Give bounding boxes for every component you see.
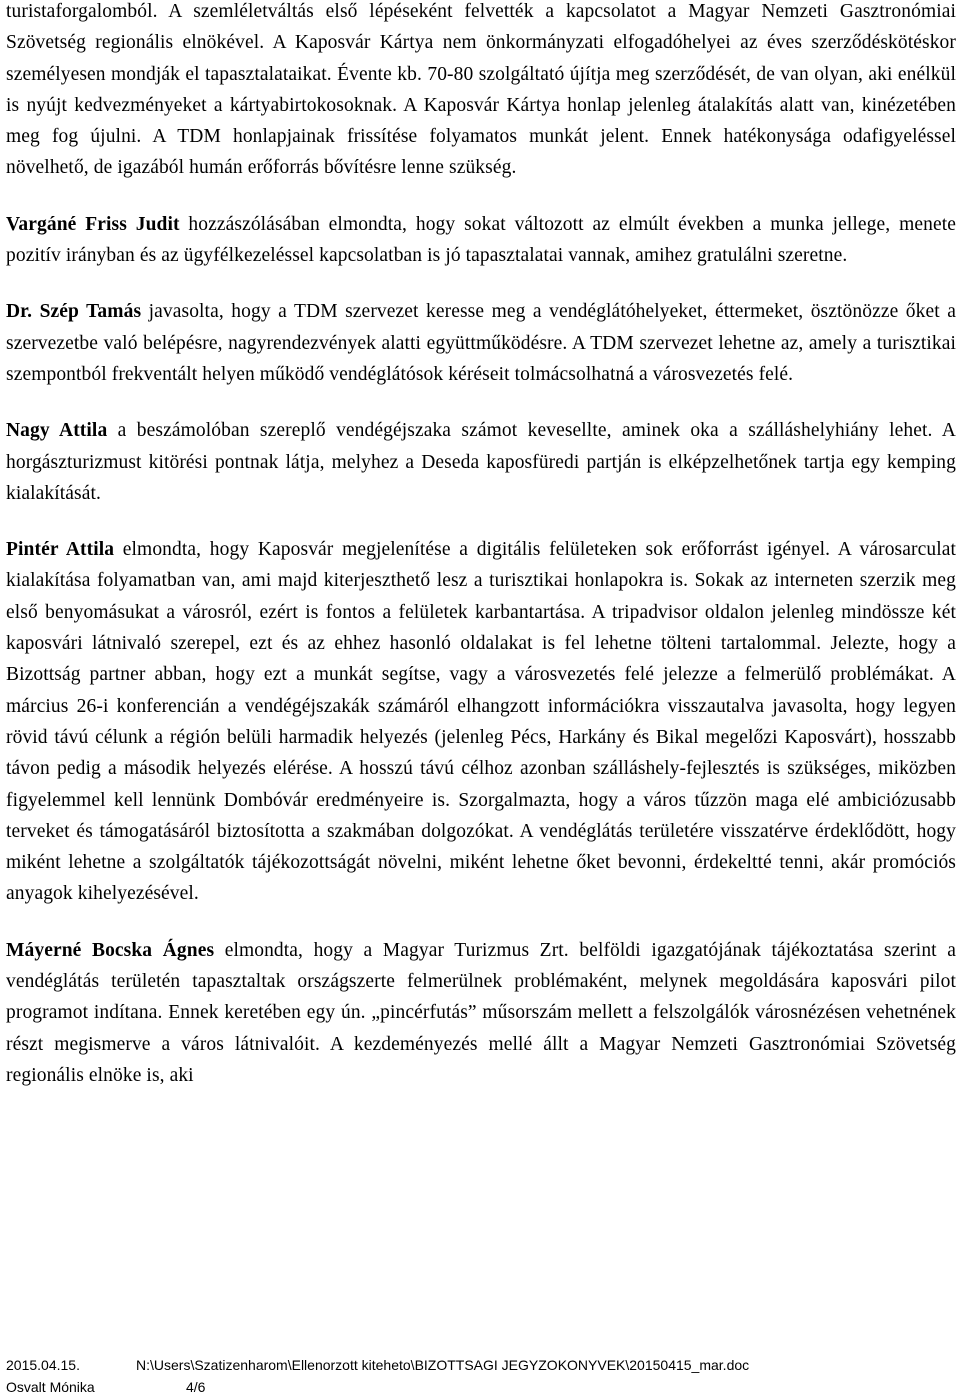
speaker-name: Vargáné Friss Judit (6, 213, 180, 235)
paragraph-text: javasolta, hogy a TDM szervezet keresse meg a vendéglátóhelyeket, éttermeket, ösztönözze őket a szervezetbe való belépésre, nagyrendezvények alatti együttműködésre. A TDM szervezet lehetne az, amely a turisztikai szempontból frekventált helyen működő vendéglátósok kéréseit tolmácsolhatná a városvezetés felé. (6, 301, 956, 385)
footer-row-top (6, 1354, 946, 1376)
footer-row-bottom (6, 1376, 946, 1398)
paragraph-vargane (6, 209, 956, 272)
paragraph-text: hozzászólásában elmondta, hogy sokat változott az elmúlt években a munka jellege, menete pozitív irányban és az ügyfélkezeléssel kapcsolatban is jó tapasztalatai vannak, amihez gratulálni szeretne. (6, 213, 956, 267)
footer-file-path: N:\Users\Szatizenharom\Ellenorzott kiteheto\BIZOTTSAGI JEGYZOKONYVEK\20150415_mar.doc (136, 1357, 750, 1373)
paragraph-text: elmondta, hogy Kaposvár megjelenítése a digitális felületeken sok erőforrást igényel. A városarculat kialakítása folyamatban van, ami majd kiterjeszthető lesz a turisztikai honlapokra is. Sokak az interneten szerzik meg első benyomásukat a városról, ezért is fontos a felületek karbantartása. A tripadvisor oldalon jelenleg mindössze két kaposvári látnivaló szerepel, ezt és az ehhez hasonló oldalakat is fel lehetne tölteni tartalommal. Jelezte, hogy a Bizottság partner abban, hogy ezt a munkát segítse, vagy a városvezetés felé jelezze a felmerülő problémákat. A március 26-i konferencián a vendégéjszakák számáról elhangzott információkra visszautalva javasolta, hogy legyen rövid távú célunk a régión belüli harmadik helyezés (jelenleg Pécs, Harkány és Bikal megelőzi Kaposvárt), hosszabb távon pedig a második helyezés elérése. A hosszú távú célhoz azonban szálláshely-fejlesztés is szükséges, miközben figyelemmel kell lennünk Dombóvár eredményeire is. Szorgalmazta, hogy a város tűzzön maga elé ambiciózusabb terveket és támogatásáról biztosította a szakmában dolgozókat. A vendéglátás területére visszatérve érdeklődött, hogy miként lehetne a szolgáltatók tájékozottságát növelni, miként lehetne őket bevonni, érdekeltté tenni, akár promóciós anyagok kihelyezésével. (6, 539, 956, 905)
paragraph-szep (6, 296, 956, 390)
footer-page-number: 4/6 (186, 1379, 206, 1395)
paragraph-text: elmondta, hogy a Magyar Turizmus Zrt. belföldi igazgatójának tájékoztatása szerint a vendéglátás területén tapasztaltak országszerte felmerülnek problémaként, melynek megoldására kaposvári pilot programot indítana. Ennek keretében egy ún. „pincérfutás” műsorszám mellett a felszolgálók városnézésen vehetnének részt megismerve a város látnivalóit. A kezdeményezés mellé állt a Magyar Nemzeti Gasztronómiai Szövetség regionális elnöke is, aki (6, 939, 956, 1086)
paragraph-pinter (6, 534, 956, 910)
speaker-name: Pintér Attila (6, 539, 115, 561)
paragraph-nagy (6, 415, 956, 509)
paragraph-text: a beszámolóban szereplő vendégéjszaka számot kevesellte, aminek oka a szálláshelyhiány lehet. A horgászturizmust kitörési pontnak látja, melyhez a Deseda kaposfüredi partján is elképzelhetőnek tartja egy kemping kialakítását. (6, 420, 956, 504)
footer-date: 2015.04.15. (6, 1357, 80, 1373)
paragraph-text: turistaforgalomból. A szemléletváltás első lépéseként felvették a kapcsolatot a Magyar Nemzeti Gasztronómiai Szövetség regionális elnökével. A Kaposvár Kártya nem önkormányzati elfogadóhelyei az éves szerződéskötéskor személyesen mondják el tapasztalataikat. Évente kb. 70-80 szolgáltató újítja meg szerződését, de van olyan, aki enélkül is nyújt kedvezményeket a kártyabirtokosoknak. A Kaposvár Kártya honlap jelenleg átalakítás alatt van, kinézetében meg fog újulni. A TDM honlapjainak frissítése folyamatos munkát jelent. Ennek hatékonysága odafigyeléssel növelhető, de igazából humán erőforrás bővítésre lenne szükség. (6, 1, 956, 179)
paragraph-mayerne (6, 935, 956, 1091)
speaker-name: Dr. Szép Tamás (6, 301, 142, 323)
document-body (6, 0, 956, 1091)
page-footer (6, 1354, 946, 1398)
speaker-name: Máyerné Bocska Ágnes (6, 939, 215, 961)
speaker-name: Nagy Attila (6, 420, 108, 442)
paragraph-intro (6, 0, 956, 184)
footer-author: Osvalt Mónika (6, 1379, 95, 1395)
